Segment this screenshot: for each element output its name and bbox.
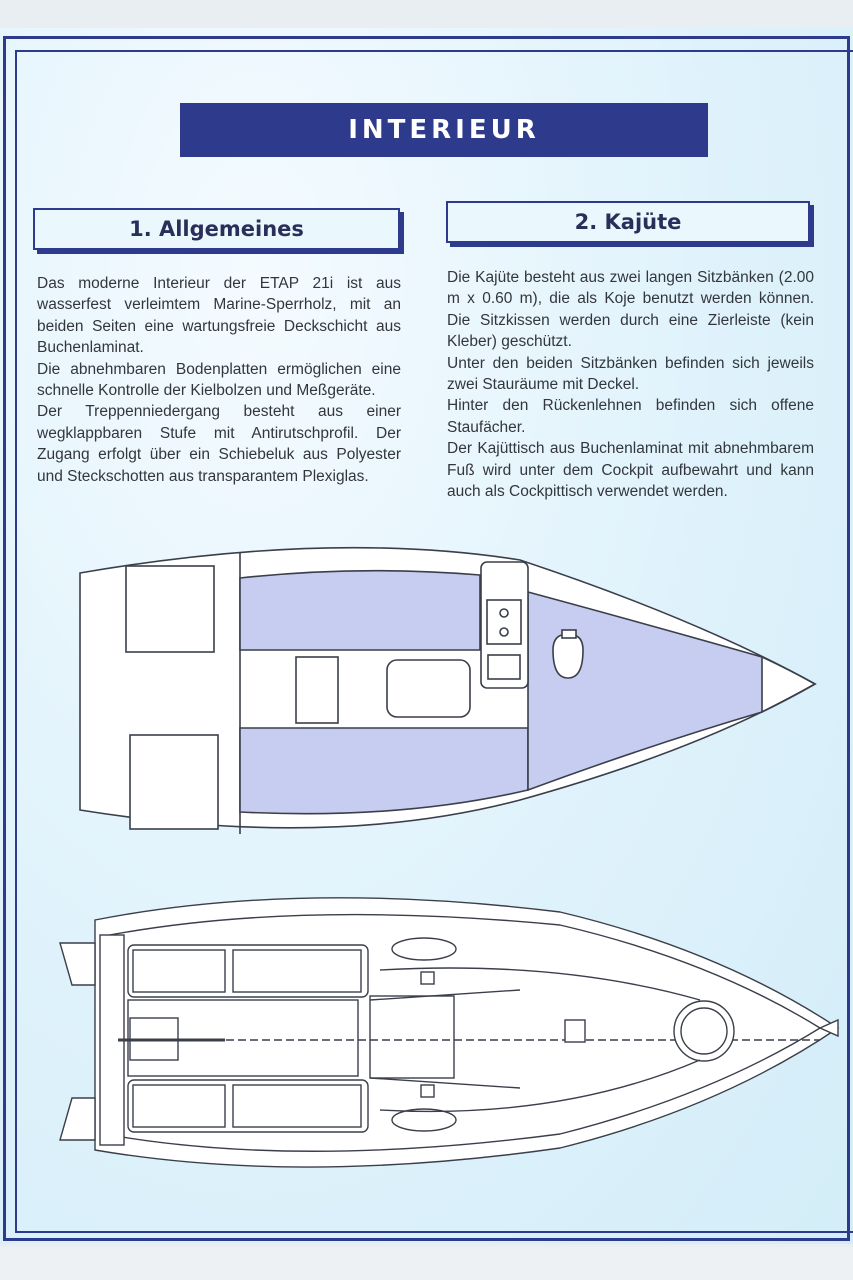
deck-plan (60, 898, 838, 1167)
paragraph: Hinter den Rückenlehnen befinden sich offene Staufächer. (447, 397, 814, 436)
page-title: INTERIEUR (180, 103, 708, 157)
paragraph: Der Treppenniedergang besteht aus einer wegklappbaren Stufe mit Antirutschprofil. Der Zugang erfolgt über ein Schiebeluk aus Polyester und Steckschotten aus transparantem Plexiglas. (37, 403, 401, 485)
paragraph: Die Kajüte besteht aus zwei langen Sitzbänken (2.00 m x 0.60 m), die als Koje benutzt werden können. Die Sitzkissen werden durch eine Zierleiste (kein Kleber) geschützt. (447, 269, 814, 351)
section-heading-allgemeines: 1. Allgemeines (33, 208, 400, 250)
paragraph: Der Kajüttisch aus Buchenlaminat mit abnehmbarem Fuß wird unter dem Cockpit aufbewahrt und kann auch als Cockpittisch verwendet werden. (447, 440, 814, 501)
section-heading-kajuete: 2. Kajüte (446, 201, 810, 243)
paragraph: Unter den beiden Sitzbänken befinden sich jeweils zwei Stauräume mit Deckel. (447, 354, 814, 394)
paragraph: Die abnehmbaren Bodenplatten ermöglichen eine schnelle Kontrolle der Kielbolzen und Meßgeräte. (37, 360, 401, 400)
interior-plan (80, 548, 815, 834)
paragraph: Das moderne Interieur der ETAP 21i ist aus wasserfest verleimtem Marine-Sperrholz, mit an beiden Seiten eine wartungsfreie Deckschicht aus Buchenlaminat. (37, 275, 401, 357)
viewer-bottom-bar (0, 1247, 853, 1280)
